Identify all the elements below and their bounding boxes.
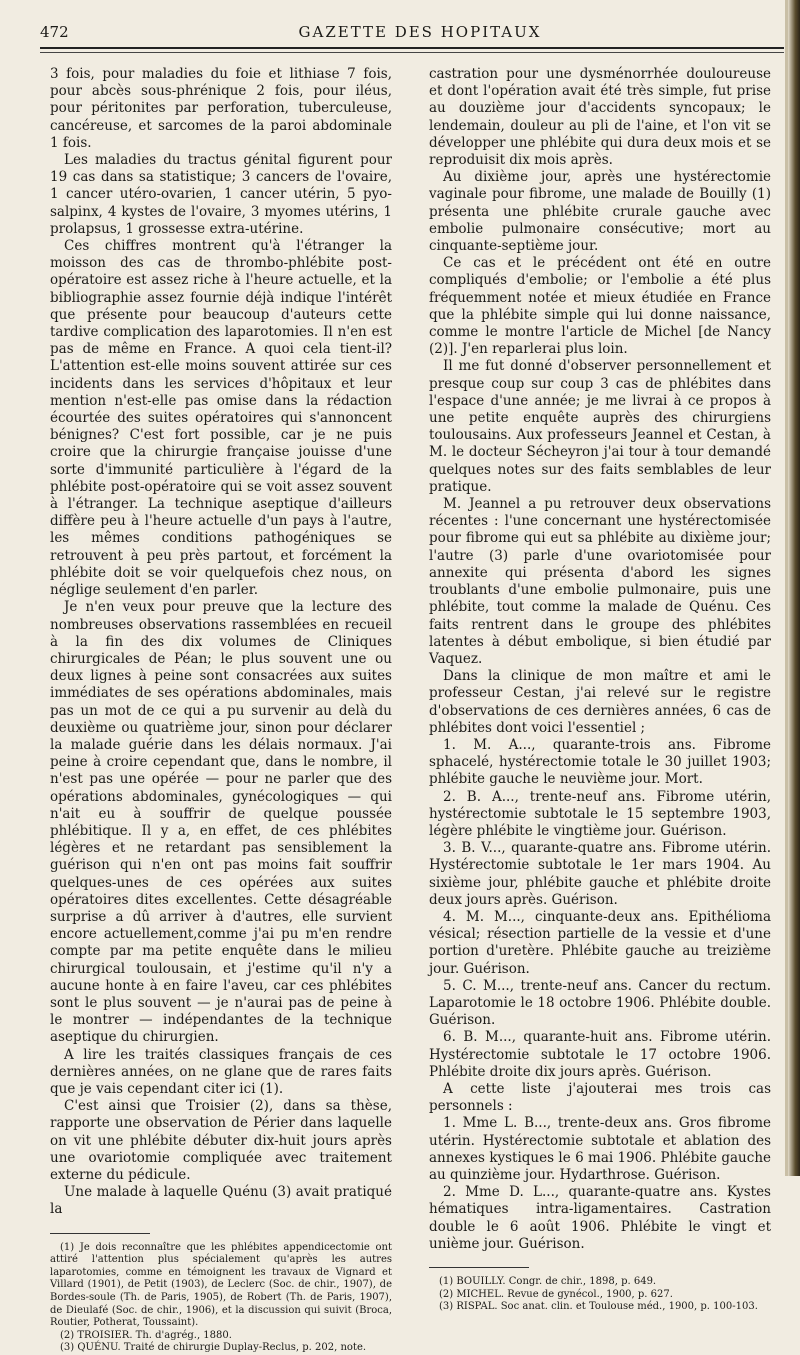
footnote: (3) RISPAL. Soc anat. clin. et Toulouse méd., 1900, p. 100-103. xyxy=(439,1301,758,1313)
paragraph: A cette liste j'ajouterai mes trois cas personnels : xyxy=(429,1080,771,1115)
paragraph: Ces chiffres montrent qu'à l'étranger la moisson des cas de thrombo-phlébite post-opératoire est assez riche à l'heure actuelle, et la bibliographie assez fournie déjà indique l'intérêt que présente pour beaucoup d'auteurs cette tardive complication des laparotomies. Il n'en est pas de même en France. A quoi cela tient-il? L'attention est-elle moins souvent attirée sur ces incidents dans les services d'hôpitaux et leur mention n'est-elle pas omise dans la rédaction écourtée des suites opératoires qui s'annoncent bénignes? C'est fort possible, car je ne puis croire que la chirurgie française jouisse d'une sorte d'immunité particulière à l'égard de la phlébite post-opératoire qui se voit assez souvent à l'étranger. La technique aseptique d'ailleurs diffère peu à l'heure actuelle d'un pays à l'autre, les mêmes conditions pathogéniques se retrouvent à peu près partout, et forcément la phlébite doit se voir quelquefois chez nous, on néglige seulement d'en parler. xyxy=(50,238,392,599)
footnote-rule xyxy=(50,1233,150,1234)
paragraph: Je n'en veux pour preuve que la lecture des nombreuses observations rassemblées en recueil à la fin des dix volumes de Cliniques chirurgicales de Péan; le plus souvent une ou deux lignes à peine sont consacrées aux suites immédiates de ses opérations abdominales, mais pas un mot de ce qui a pu survenir au delà du deuxième ou quatrième jour, sinon pour déclarer la malade guérie dans les délais normaux. J'ai peine à croire cependant que, dans le nombre, il n'est pas une opérée — pour ne parler que des opérations abdominales, gynécologiques — qui n'ait eu à souffrir de quelque poussée phlébitique. Il y a, en effet, de ces phlébites légères et ne retardant pas sensiblement la guérison qui n'en ont pas moins fait souffrir quelques-unes de ces opérées aux suites opératoires dites excellentes. Cette désagréable surprise a dû arriver à d'autres, elle survient encore actuellement,comme j'ai pu m'en rendre compte par ma petite enquête dans le milieu chirurgical toulousain, et j'estime qu'il n'y a aucune honte à en faire l'aveu, car ces phlébites sont le plus souvent — je n'aurai pas de peine à le montrer — indépendantes de la technique aseptique du chirurgien. xyxy=(50,599,392,1046)
case-item: 1. Mme L. B..., trente-deux ans. Gros fibrome utérin. Hystérectomie subtotale et ablation des annexes kystiques le 6 mai 1906. Phlébite gauche au quinzième jour. Hydarthrose. Guérison. xyxy=(429,1115,771,1183)
page-header xyxy=(40,23,780,43)
paragraph: M. Jeannel a pu retrouver deux observations récentes : l'une concernant une hystérectomisée pour fibrome qui eut sa phlébite au dixième jour; l'autre (3) parle d'une ovariotomisée pour annexite qui présenta d'abord les signes troublants d'une embolie pulmonaire, puis une phlébite, tout comme la malade de Quénu. Ces faits rentrent dans le groupe des phlébites latentes à début embolique, si bien étudié par Vaquez. xyxy=(429,496,771,667)
footnote-rule xyxy=(429,1267,529,1268)
case-item: 5. C. M..., trente-neuf ans. Cancer du rectum. Laparotomie le 18 octobre 1906. Phlébite double. Guérison. xyxy=(429,977,771,1029)
paragraph: A lire les traités classiques français de ces dernières années, on ne glane que de rares faits que je vais cependant citer ici (1). xyxy=(50,1046,392,1097)
footnote: (2) MICHEL. Revue de gynécol., 1900, p. 627. xyxy=(439,1288,673,1300)
page-edge xyxy=(788,0,800,1176)
journal-title: GAZETTE DES HOPITAUX xyxy=(298,23,542,41)
page-number: 472 xyxy=(40,23,69,41)
footnote: (2) TROISIER. Th. d'agrég., 1880. xyxy=(60,1329,232,1341)
header-rule-thick xyxy=(40,47,784,49)
footnote: (1) Je dois reconnaître que les phlébites appendicectomie ont attiré l'attention plus spécialement qu'après les autres laparotomies, comme en témoignent les travaux de Vignard et Villard (1901), de Petit (1903), de Leclerc (Soc. de chir., 1907), de Bordes-soule (Th. de Paris, 1905), de Robert (Th. de Paris, 1907), de Dieulafé (Soc. de chir., 1906), et la discussion qui suivit (Broca, Routier, Potherat, Toussaint). xyxy=(50,1241,392,1329)
paragraph: castration pour une dysménorrhée douloureuse et dont l'opération avait été très simple, fut prise au douzième jour d'accidents syncopaux; le lendemain, douleur au pli de l'aine, et l'on vit se développer une phlébite qui dura deux mois et se reproduisit dix mois après. xyxy=(429,66,771,169)
case-item: 3. B. V..., quarante-quatre ans. Fibrome utérin. Hystérectomie subtotale le 1er mars 1904. Au sixième jour, phlébite gauche et phlébite droite deux jours après. Guérison. xyxy=(429,840,771,908)
paragraph: Au dixième jour, après une hystérectomie vaginale pour fibrome, une malade de Bouilly (1) présenta une phlébite crurale gauche avec embolie pulmonaire consécutive; mort au cinquante-septième jour. xyxy=(429,169,771,255)
paragraph: Les maladies du tractus génital figurent pour 19 cas dans sa statistique; 3 cancers de l'ovaire, 1 cancer utéro-ovarien, 1 cancer utérin, 5 pyo-salpinx, 4 kystes de l'ovaire, 3 myomes utérins, 1 prolapsus, 1 grossesse extra-utérine. xyxy=(50,152,392,237)
footnote: (3) QUÉNU. Traité de chirurgie Duplay-Reclus, p. 202, note. xyxy=(60,1342,367,1354)
right-footnotes xyxy=(429,1276,771,1314)
right-column-text xyxy=(429,66,771,1253)
paragraph: Dans la clinique de mon maître et ami le professeur Cestan, j'ai relevé sur le registre d'observations de ces dernières années, 6 cas de phlébites dont voici l'essentiel ; xyxy=(429,668,771,736)
case-item: 2. B. A..., trente-neuf ans. Fibrome utérin, hystérectomie subtotale le 15 septembre 1903, légère phlébite le vingtième jour. Guérison. xyxy=(429,788,771,839)
header-rule-thin xyxy=(40,52,784,53)
case-item: 6. B. M..., quarante-huit ans. Fibrome utérin. Hystérectomie subtotale le 17 octobre 1906. Phlébite droite dix jours après. Guérison. xyxy=(429,1029,771,1080)
paragraph: Il me fut donné d'observer personnellement et presque coup sur coup 3 cas de phlébites dans l'espace d'une année; je me livrai à ce propos à une petite enquête auprès des chirurgiens toulousains. Aux professeurs Jeannel et Cestan, à M. le docteur Sécheyron j'ai tour à tour demandé quelques notes sur des faits semblables de leur pratique. xyxy=(429,358,771,495)
left-footnotes xyxy=(50,1242,392,1355)
right-column xyxy=(429,66,771,1314)
left-column xyxy=(50,66,392,1355)
paragraph: Une malade à laquelle Quénu (3) avait pratiqué la xyxy=(50,1184,392,1218)
paragraph: 3 fois, pour maladies du foie et lithiase 7 fois, pour abcès sous-phrénique 2 fois, pour iléus, pour péritonites par perforation, tuberculeuse, cancéreuse, et sarcomes de la paroi abdominale 1 fois. xyxy=(50,66,392,151)
paragraph: Ce cas et le précédent ont été en outre compliqués d'embolie; or l'embolie a été plus fréquemment notée et mieux étudiée en France que la phlébite simple qui lui donne naissance, comme le montre l'article de Michel [de Nancy (2)]. J'en reparlerai plus loin. xyxy=(429,255,771,358)
paragraph: C'est ainsi que Troisier (2), dans sa thèse, rapporte une observation de Périer dans laquelle on vit une phlébite débuter dix-huit jours après une ovariotomie compliquée avec traitement externe du pédicule. xyxy=(50,1098,392,1183)
footnote: (1) BOUILLY. Congr. de chir., 1898, p. 649. xyxy=(439,1276,657,1288)
case-item: 4. M. M..., cinquante-deux ans. Epithélioma vésical; résection partielle de la vessie et d'une portion d'uretère. Phlébite gauche au treizième jour. Guérison. xyxy=(429,908,771,977)
left-column-text xyxy=(50,66,392,1219)
case-item: 1. M. A..., quarante-trois ans. Fibrome sphacelé, hystérectomie totale le 30 juillet 1903; phlébite gauche le neuvième jour. Mort. xyxy=(429,736,771,788)
case-item: 2. Mme D. L..., quarante-quatre ans. Kystes hématiques intra-ligamentaires. Castration double le 6 août 1906. Phlébite le vingt et unième jour. Guérison. xyxy=(429,1184,771,1252)
